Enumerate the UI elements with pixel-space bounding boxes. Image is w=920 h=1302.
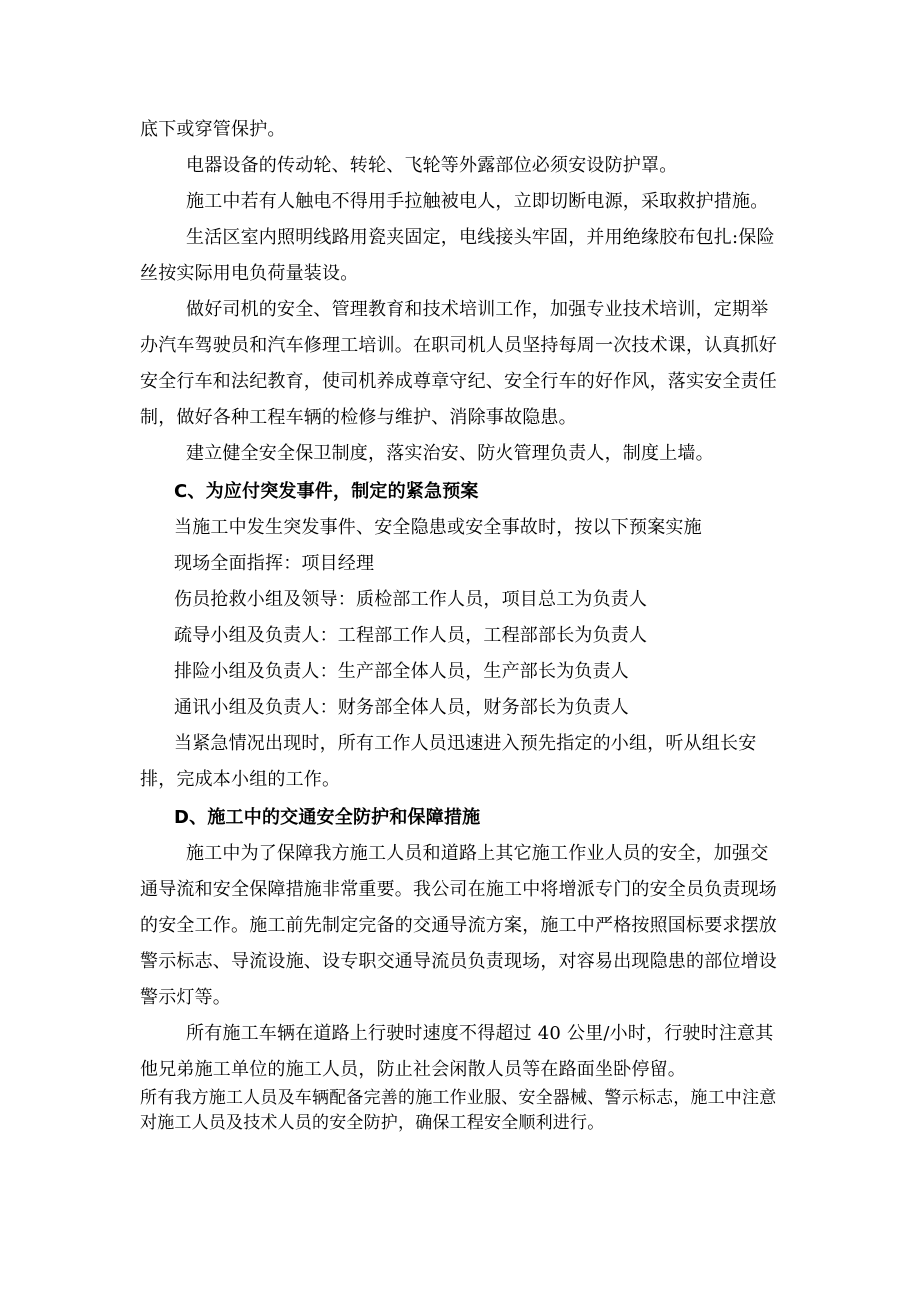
paragraph-living-area-lighting: 生活区室内照明线路用瓷夹固定，电线接头牢固，并用绝缘胶布包扎:保险丝按实际用电负荷量装设。 [140,227,775,284]
paragraph-electric-shock: 施工中若有人触电不得用手拉触被电人，立即切断电源，采取救护措施。 [186,191,769,212]
paragraph-evacuation-team: 疏导小组及负责人：工程部工作人员，工程部部长为负责人 [174,625,648,646]
heading-emergency-plan: C、为应付突发事件，制定的紧急预案 [174,481,479,502]
paragraph-emergency-intro: 当施工中发生突发事件、安全隐患或安全事故时，按以下预案实施 [174,517,702,538]
paragraph-security-system: 建立健全安全保卫制度，落实治安、防火管理负责人，制度上墙。 [186,443,714,464]
paragraph-traffic-measures: 施工中为了保障我方施工人员和道路上其它施工作业人员的安全，加强交通导流和安全保障措施非常重要。我公司在施工中将增派专门的安全员负责现场的安全工作。施工前先制定完备的交通导流方案，施工中严格按照国标要求摆放警示标志、导流设施、设专职交通导流员负责现场，对容易出现隐患的部位增设警示灯等。 [140,843,777,1008]
heading-traffic-safety: D、施工中的交通安全防护和保障措施 [174,807,481,828]
paragraph-site-commander: 现场全面指挥：项目经理 [174,553,375,574]
paragraph-driver-training: 做好司机的安全、管理教育和技术培训工作，加强专业技术培训，定期举办汽车驾驶员和汽车修理工培训。在职司机人员坚持每周一次技术课，认真抓好安全行车和法纪教育，使司机养成尊章守纪、安全行车的好作风，落实安全责任制，做好各种工程车辆的检修与维护、消除事故隐患。 [140,299,777,428]
paragraph-emergency-action: 当紧急情况出现时，所有工作人员迅速进入预先指定的小组，听从组长安排，完成本小组的工作。 [140,733,757,790]
paragraph-communication-team: 通讯小组及负责人：财务部全体人员，财务部长为负责人 [174,697,629,718]
paragraph-cable-protection: 底下或穿管保护。 [140,119,286,140]
paragraph-rescue-team: 伤员抢救小组及领导：质检部工作人员，项目总工为负责人 [174,589,648,610]
paragraph-hazard-team: 排险小组及负责人：生产部全体人员，生产部长为负责人 [174,661,629,682]
paragraph-speed-limit: 所有施工车辆在道路上行驶时速度不得超过 40 公里/小时，行驶时注意其他兄弟施工单位的施工人员，防止社会闲散人员等在路面坐卧停留。 [140,1023,774,1080]
paragraph-guard-cover: 电器设备的传动轮、转轮、飞轮等外露部位必须安设防护罩。 [186,155,678,176]
paragraph-protective-equipment: 所有我方施工人员及车辆配备完善的施工作业服、安全器械、警示标志，施工中注意对施工人员及技术人员的安全防护，确保工程安全顺利进行。 [140,1088,777,1133]
